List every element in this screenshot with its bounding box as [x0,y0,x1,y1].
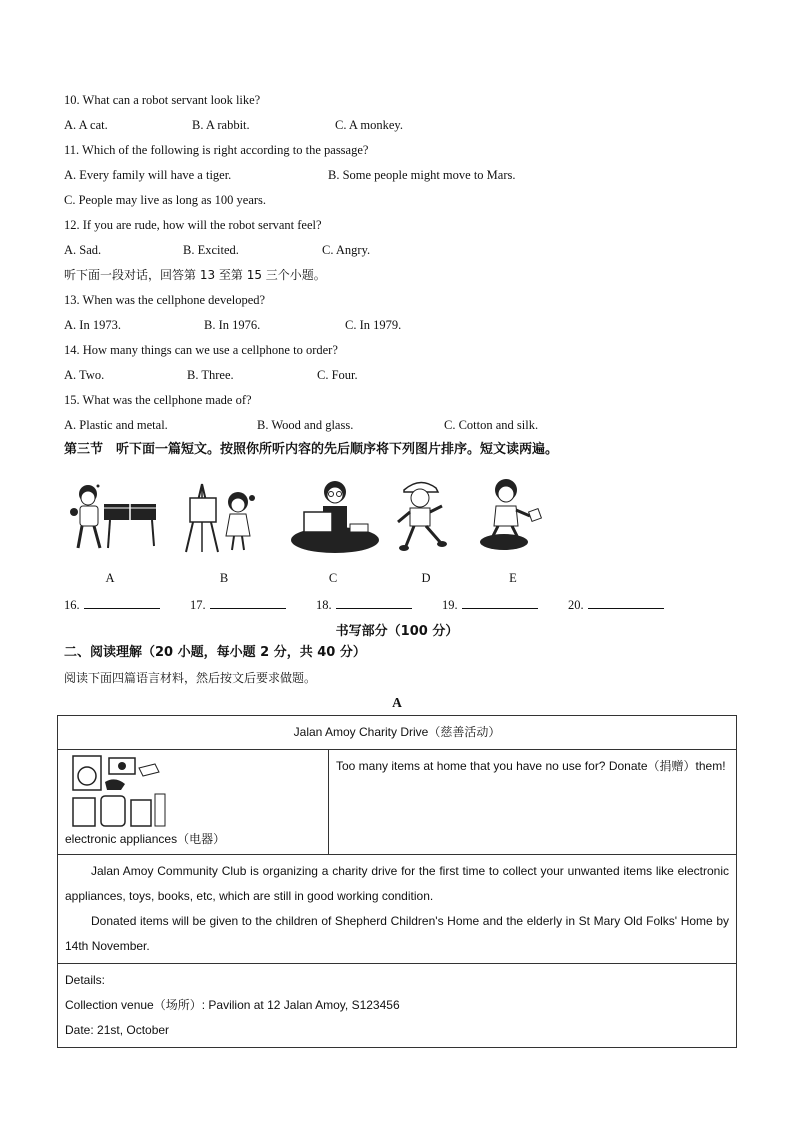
q10-option-b: B. A rabbit. [192,118,250,132]
writing-part-heading: 书写部分（100 分） [335,624,459,639]
passage-label: A [392,695,402,710]
section3-title: 第三节 听下面一篇短文。按照你所听内容的先后顺序将下列图片排序。短文读两遍。 [64,442,559,457]
donate-text: Too many items at home that you have no use for? Donate（捐赠）them! [329,750,737,855]
blank-number: 17. [190,598,206,612]
q11-option-b: B. Some people might move to Mars. [328,168,516,182]
answer-blank-18[interactable] [316,596,412,613]
girl-running-picture [392,476,456,554]
question-11: 11. Which of the following is right according to the passage? [64,143,369,157]
q13-option-a: A. In 1973. [64,318,121,332]
girl-playing-ball-picture [478,476,550,554]
q11-option-a: A. Every family will have a tiger. [64,168,232,182]
girl-table-tennis-picture [68,478,160,556]
q14-option-a: A. Two. [64,368,105,382]
event-date: Date: 21st, October [65,1023,170,1037]
q15-option-c: C. Cotton and silk. [444,418,539,432]
instruction-13-15: 听下面一段对话，回答第 13 至第 15 三个小题。 [64,268,326,282]
q12-option-a: A. Sad. [64,243,102,257]
blank-number: 16. [64,598,80,612]
question-13: 13. When was the cellphone developed? [64,293,266,307]
picture-label-d: D [421,571,431,585]
blank-number: 20. [568,598,584,612]
picture-label-e: E [509,571,517,585]
question-10: 10. What can a robot servant look like? [64,93,261,107]
image-caption: electronic appliances（电器） [65,832,226,846]
q11-option-c: C. People may live as long as 100 years. [64,193,267,207]
charity-notice-table [57,715,737,1048]
q15-option-b: B. Wood and glass. [257,418,354,432]
girl-laptop-picture [290,478,380,556]
blank-number: 19. [442,598,458,612]
question-15: 15. What was the cellphone made of? [64,393,252,407]
q13-option-b: B. In 1976. [204,318,261,332]
q13-option-c: C. In 1979. [345,318,402,332]
question-14: 14. How many things can we use a cellphone to order? [64,343,338,357]
notice-paragraph-1: Jalan Amoy Community Club is organizing a charity drive for the first time to collect your unwanted items like electronic appliances, toys, books, etc, which are still in good working condition. [65,864,729,903]
answer-blank-19[interactable] [442,596,538,613]
reading-section-title: 二、阅读理解（20 小题，每小题 2 分，共 40 分） [64,645,366,660]
collection-venue: Collection venue（场所）: Pavilion at 12 Jalan Amoy, S123456 [65,998,400,1012]
q10-option-a: A. A cat. [64,118,108,132]
notice-paragraph-2: Donated items will be given to the children of Shepherd Children's Home and the elderly in St Mary Old Folks' Home by 14th November. [65,914,729,953]
q15-option-a: A. Plastic and metal. [64,418,168,432]
reading-instruction: 阅读下面四篇语言材料，然后按文后要求做题。 [64,671,317,685]
question-12: 12. If you are rude, how will the robot servant feel? [64,218,322,232]
q12-option-b: B. Excited. [183,243,239,257]
electronic-appliances-icon [69,754,169,830]
appliance-image-cell [58,750,329,855]
blank-number: 18. [316,598,332,612]
q10-option-c: C. A monkey. [335,118,403,132]
q14-option-c: C. Four. [317,368,358,382]
notice-title: Jalan Amoy Charity Drive（慈善活动） [58,716,737,750]
girl-painting-picture [176,480,268,554]
picture-label-b: B [219,571,229,585]
answer-blank-20[interactable] [568,596,664,613]
answer-blank-17[interactable] [190,596,286,613]
details-label: Details: [65,973,106,987]
picture-label-c: C [328,571,338,585]
q12-option-c: C. Angry. [322,243,371,257]
q14-option-b: B. Three. [187,368,234,382]
answer-blank-16[interactable] [64,596,160,613]
picture-label-a: A [105,571,115,585]
